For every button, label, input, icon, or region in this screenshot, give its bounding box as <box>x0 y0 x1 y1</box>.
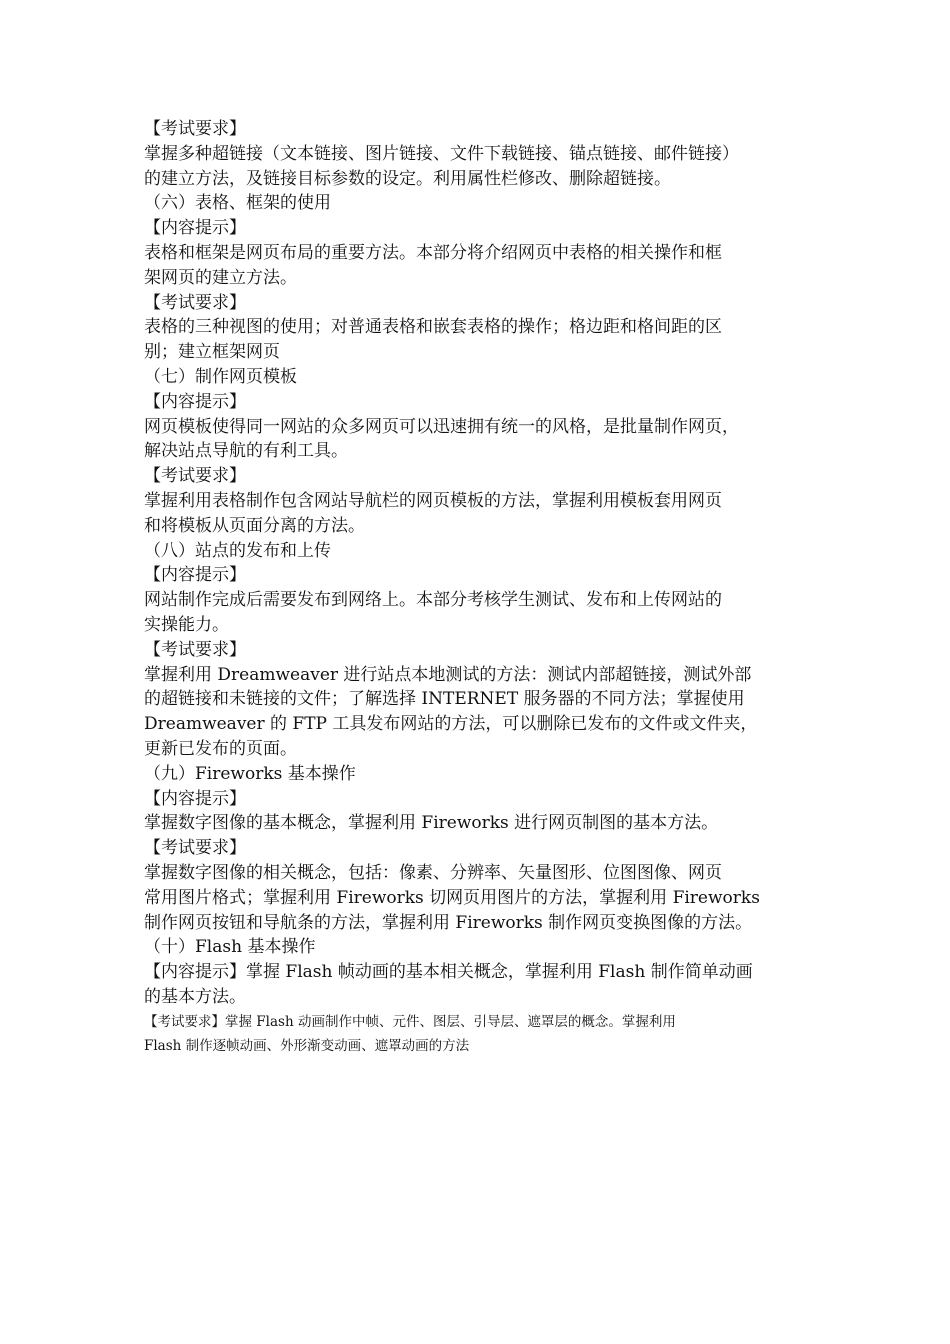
paragraph-line: 制作网页按钮和导航条的方法，掌握利用 Fireworks 制作网页变换图像的方法。 <box>144 912 753 933</box>
paragraph-line: 掌握数字图像的基本概念，掌握利用 Fireworks 进行网页制图的基本方法。 <box>144 813 719 834</box>
heading-exam-requirements: 【考试要求】 <box>144 639 246 660</box>
paragraph-line: Dreamweaver 的 FTP 工具发布网站的方法，可以删除已发布的文件或文件夹， <box>144 714 758 735</box>
paragraph-line: 更新已发布的页面。 <box>144 738 297 759</box>
paragraph-line: 的超链接和未链接的文件；了解选择 INTERNET 服务器的不同方法；掌握使用 <box>144 689 745 710</box>
heading-content-hint: 【内容提示】 <box>144 788 246 809</box>
paragraph-line: 和将模板从页面分离的方法。 <box>144 515 365 536</box>
paragraph-line: 【内容提示】掌握 Flash 帧动画的基本相关概念，掌握利用 Flash 制作简单动画 <box>144 962 753 983</box>
heading-exam-requirements: 【考试要求】 <box>144 292 246 313</box>
paragraph-line: 的建立方法，及链接目标参数的设定。利用属性栏修改、删除超链接。 <box>144 168 671 189</box>
paragraph-line: 的基本方法。 <box>144 986 246 1007</box>
paragraph-line: 常用图片格式；掌握利用 Fireworks 切网页用图片的方法，掌握利用 Fireworks <box>144 887 760 908</box>
paragraph-line-small: 【考试要求】掌握 Flash 动画制作中帧、元件、图层、引导层、遮罩层的概念。掌握利用 <box>144 1013 676 1030</box>
section-heading-eight: （八）站点的发布和上传 <box>144 540 331 561</box>
paragraph-line: 掌握利用 Dreamweaver 进行站点本地测试的方法：测试内部超链接，测试外部 <box>144 664 752 685</box>
heading-exam-requirements: 【考试要求】 <box>144 119 246 139</box>
section-heading-nine: （九）Fireworks 基本操作 <box>144 763 356 784</box>
paragraph-line: 表格的三种视图的使用；对普通表格和嵌套表格的操作；格边距和格间距的区 <box>144 317 722 338</box>
paragraph-line: 实操能力。 <box>144 614 229 635</box>
paragraph-line: 网站制作完成后需要发布到网络上。本部分考核学生测试、发布和上传网站的 <box>144 590 722 611</box>
paragraph-line: 网页模板使得同一网站的众多网页可以迅速拥有统一的风格，是批量制作网页， <box>144 416 739 437</box>
heading-exam-requirements: 【考试要求】 <box>144 466 246 487</box>
heading-content-hint: 【内容提示】 <box>144 565 246 586</box>
paragraph-line: 表格和框架是网页布局的重要方法。本部分将介绍网页中表格的相关操作和框 <box>144 242 722 263</box>
paragraph-line: 掌握数字图像的相关概念，包括：像素、分辨率、矢量图形、位图图像、网页 <box>144 862 722 883</box>
section-heading-seven: （七）制作网页模板 <box>144 366 297 387</box>
heading-content-hint: 【内容提示】 <box>144 218 246 239</box>
document-page <box>144 117 808 1059</box>
paragraph-line: 掌握多种超链接（文本链接、图片链接、文件下载链接、锚点链接、邮件链接） <box>144 143 739 164</box>
paragraph-line: 架网页的建立方法。 <box>144 267 297 288</box>
section-heading-ten: （十）Flash 基本操作 <box>144 937 316 958</box>
paragraph-line: 解决站点导航的有利工具。 <box>144 441 348 462</box>
paragraph-line: 别；建立框架网页 <box>144 342 280 363</box>
heading-content-hint: 【内容提示】 <box>144 391 246 412</box>
paragraph-line: 掌握利用表格制作包含网站导航栏的网页模板的方法，掌握利用模板套用网页 <box>144 490 722 511</box>
section-heading-six: （六）表格、框架的使用 <box>144 193 331 214</box>
heading-exam-requirements: 【考试要求】 <box>144 838 246 859</box>
paragraph-line-small: Flash 制作逐帧动画、外形渐变动画、遮罩动画的方法 <box>144 1038 470 1055</box>
